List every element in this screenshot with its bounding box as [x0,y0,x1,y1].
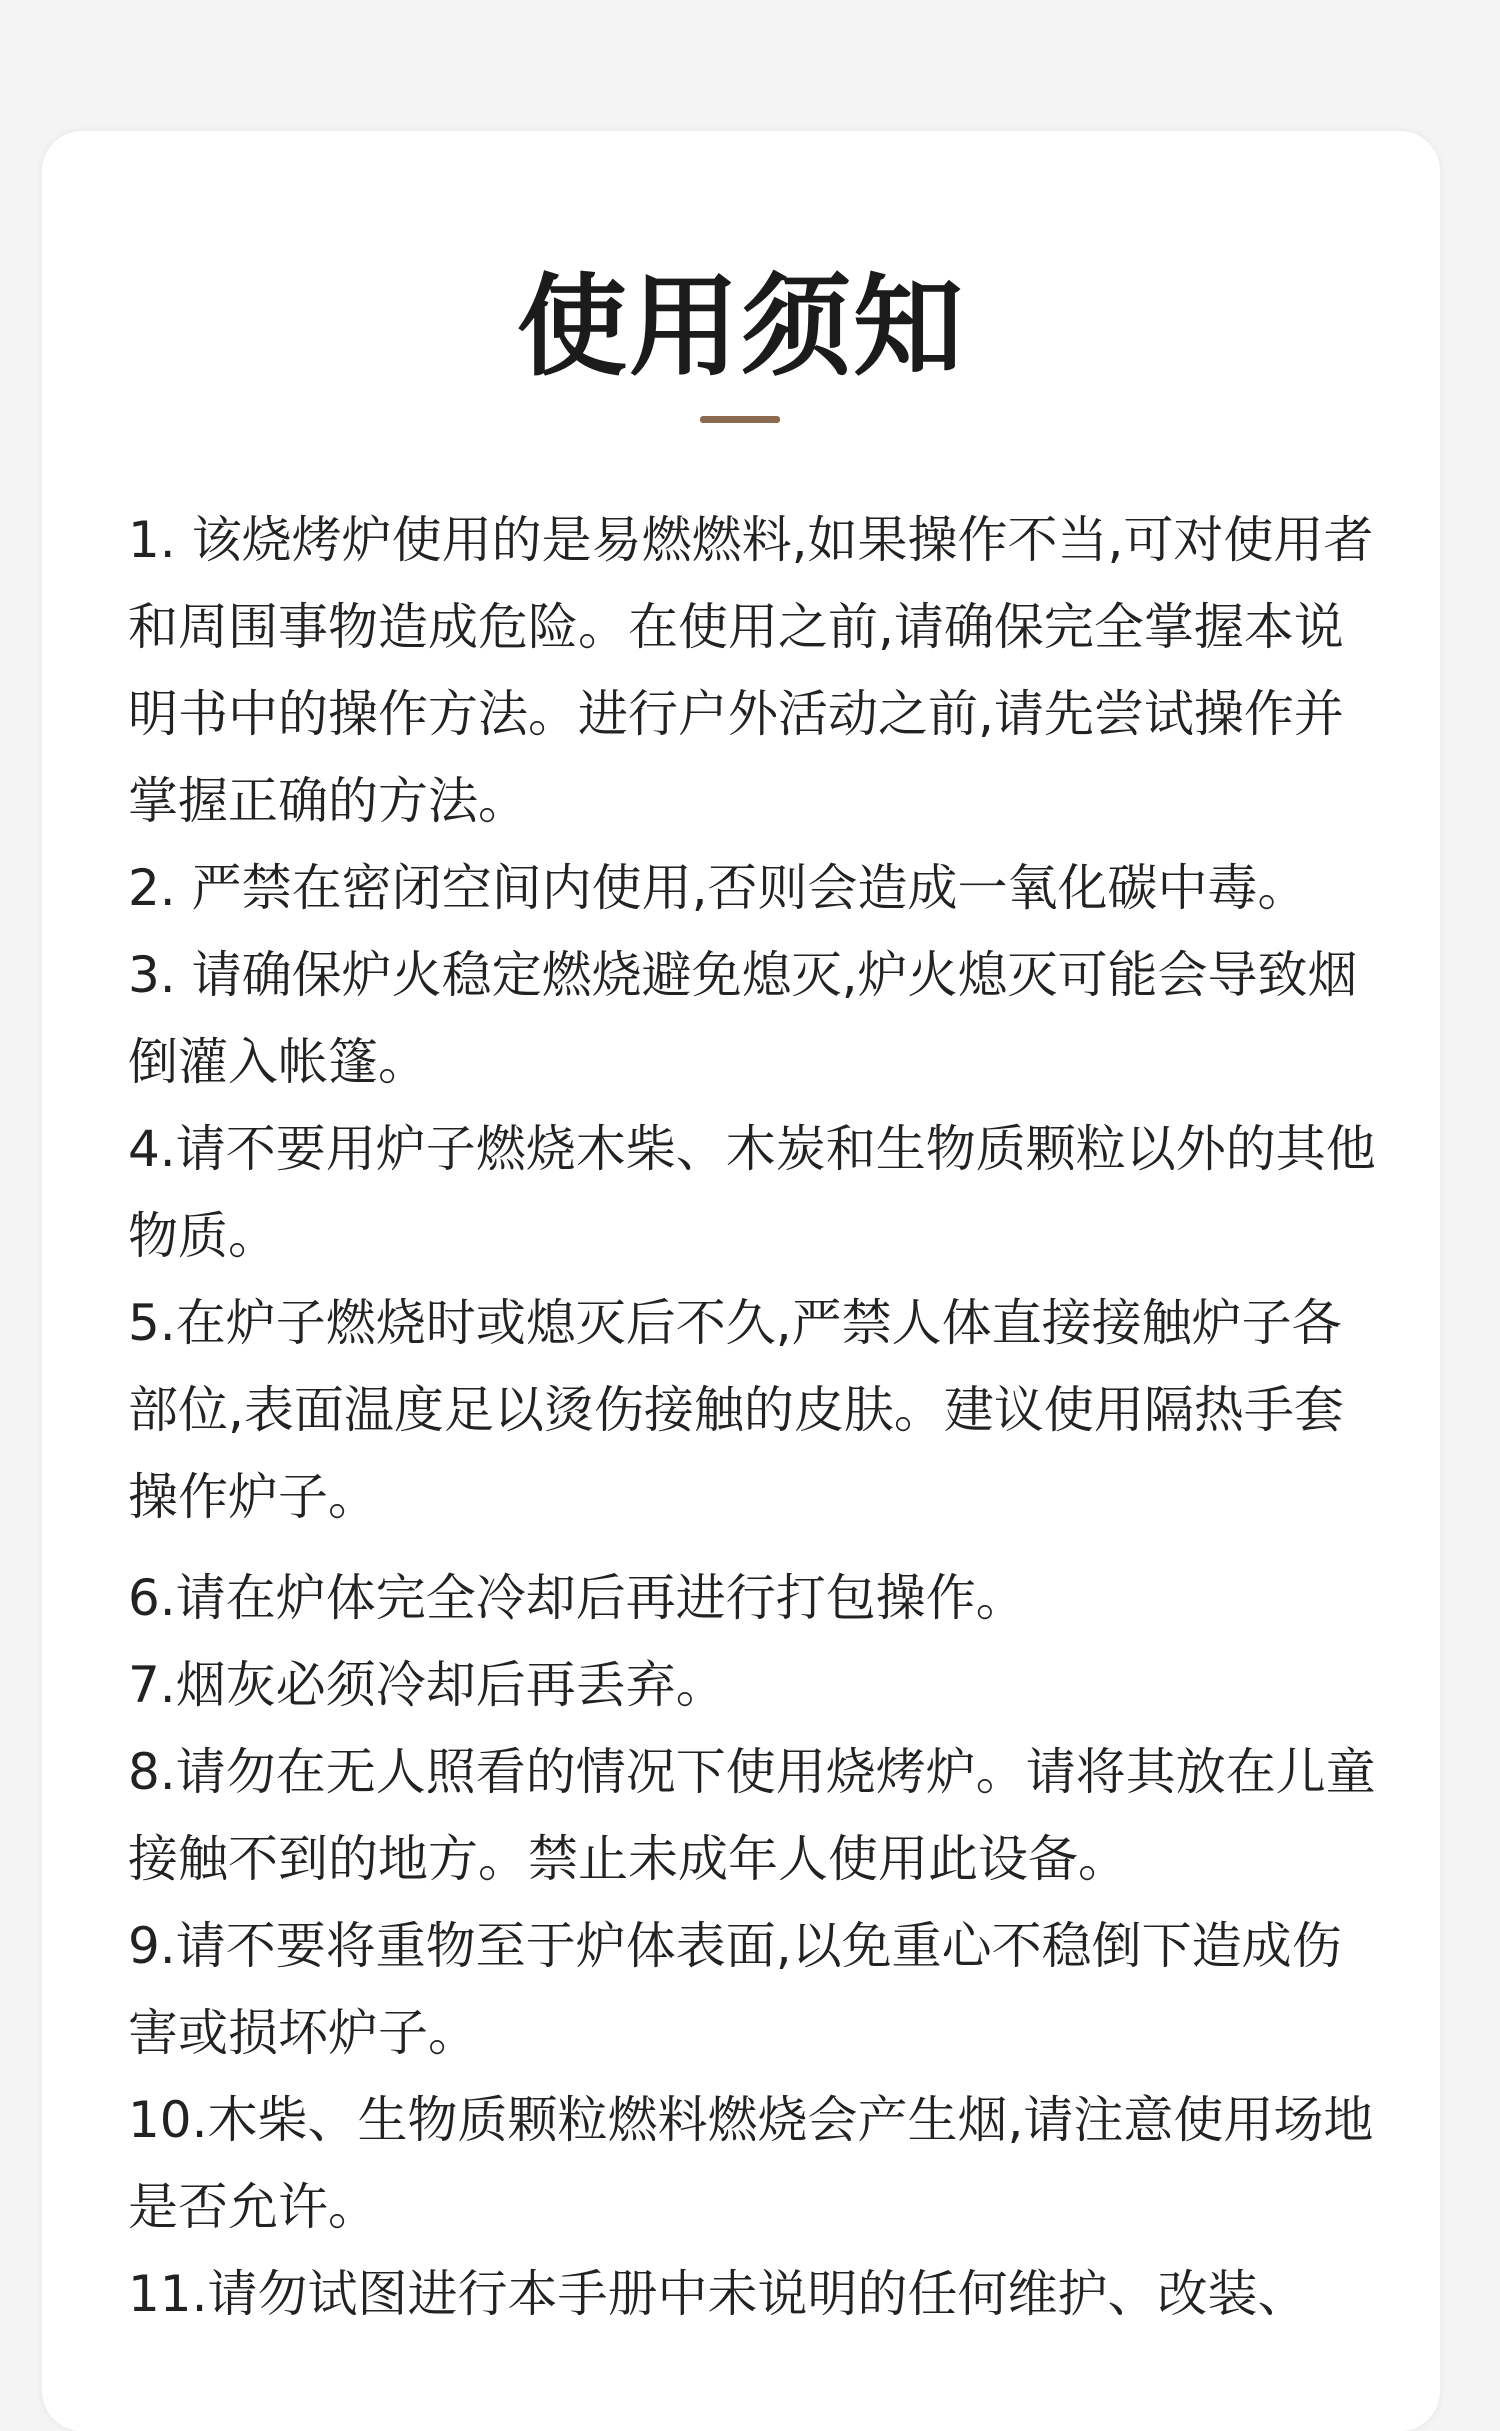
notice-item-9: 9.请不要将重物至于炉体表面,以免重心不稳倒下造成伤害或损坏炉子。 [128,1917,1342,2062]
notice-item-8: 8.请勿在无人照看的情况下使用烧烤炉。请将其放在儿童接触不到的地方。禁止未成年人使用此设备。 [128,1743,1376,1888]
notice-card [42,131,1440,2431]
notice-item-2: 2. 严禁在密闭空间内使用,否则会造成一氧化碳中毒。 [128,859,1308,917]
notice-item-3: 3. 请确保炉火稳定燃烧避免熄灭,炉火熄灭可能会导致烟倒灌入帐篷。 [128,946,1358,1091]
page-title: 使用须知 [517,263,965,391]
notice-item-4: 4.请不要用炉子燃烧木柴、木炭和生物质颗粒以外的其他物质。 [128,1120,1376,1265]
title-underline [700,416,780,423]
notice-item-1: 1. 该烧烤炉使用的是易燃燃料,如果操作不当,可对使用者和周围事物造成危险。在使用之前,请确保完全掌握本说明书中的操作方法。进行户外活动之前,请先尝试操作并掌握正确的方法。 [128,511,1374,830]
notice-item-7: 7.烟灰必须冷却后再丢弃。 [128,1656,726,1714]
notice-item-6: 6.请在炉体完全冷却后再进行打包操作。 [128,1569,1026,1627]
notice-item-5: 5.在炉子燃烧时或熄灭后不久,严禁人体直接接触炉子各部位,表面温度足以烫伤接触的皮肤。建议使用隔热手套操作炉子。 [128,1294,1344,1526]
notice-item-10: 10.木柴、生物质颗粒燃料燃烧会产生烟,请注意使用场地是否允许。 [128,2091,1374,2236]
notice-item-11: 11.请勿试图进行本手册中未说明的任何维护、改装、 [128,2265,1308,2323]
notice-list [128,497,1378,2338]
